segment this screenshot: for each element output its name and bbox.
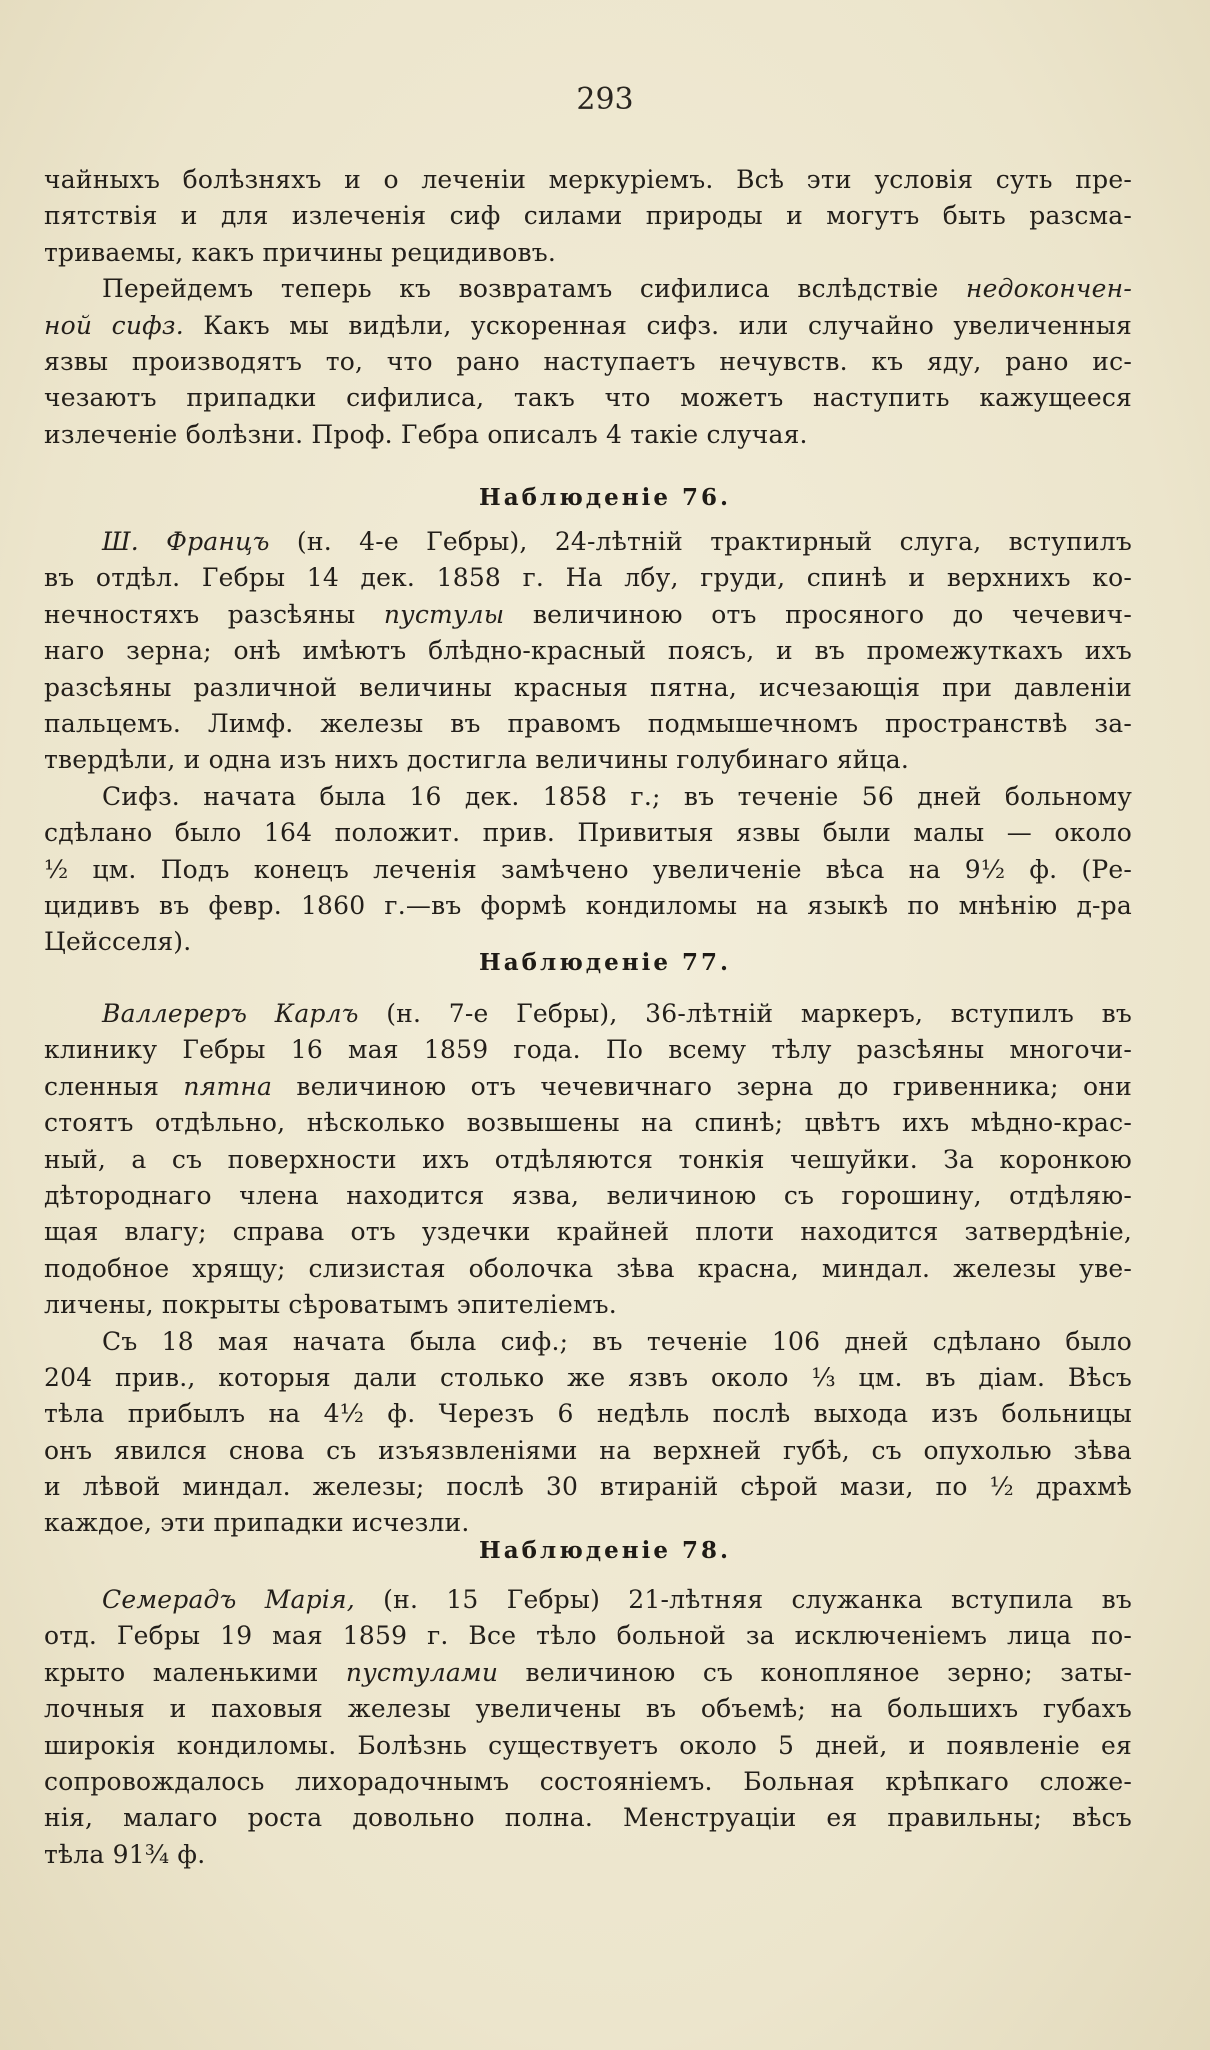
text-line: излеченіе болѣзни. Проф. Гебра описалъ 4 такіе случая.	[44, 419, 808, 449]
patient-name: Ш. Францъ	[102, 527, 270, 556]
text-line: щая влагу; справа отъ уздечки крайней плоти находится затвердѣніе,	[44, 1217, 1132, 1247]
text-line: тѣла прибылъ на 4½ ф. Черезъ 6 недѣль послѣ выхода изъ больницы	[44, 1399, 1132, 1429]
observation-78-heading: Наблюденіе 78.	[479, 1537, 731, 1564]
observation-77-heading: Наблюденіе 77.	[479, 949, 731, 976]
text-line: отд. Гебры 19 мая 1859 г. Все тѣло больной за исключеніемъ лица по-	[44, 1621, 1132, 1651]
text-line: сдѣлано было 164 положит. прив. Привитыя язвы были малы — около	[44, 818, 1132, 848]
emphasis: недокончен-	[965, 274, 1132, 304]
text-line: чайныхъ болѣзняхъ и о леченіи меркуріемъ. Всѣ эти условія суть пре-	[44, 165, 1132, 194]
text-line: въ отдѣл. Гебры 14 дек. 1858 г. На лбу, груди, спинѣ и верхнихъ ко-	[44, 563, 1132, 593]
intro-paragraph	[44, 162, 1132, 453]
text-line: крыто маленькими пустулами величиною съ конопляное зерно; заты-	[44, 1657, 1132, 1687]
text-line: твердѣли, и одна изъ нихъ достигла величины голубинаго яйца.	[44, 745, 909, 775]
text-line: триваемы, какъ причины рецидивовъ.	[44, 237, 556, 267]
text-line: сопровождалось лихорадочнымъ состояніемъ. Больная крѣпкаго сложе-	[44, 1766, 1132, 1796]
text-line: подобное хрящу; слизистая оболочка зѣва красна, миндал. железы уве-	[44, 1253, 1132, 1283]
text-line: нія, малаго роста довольно полна. Менструаціи ея правильны; вѣсъ	[44, 1803, 1132, 1833]
text-line: личены, покрыты сѣроватымъ эпителіемъ.	[44, 1290, 617, 1320]
emphasis: ной сифз.	[44, 310, 184, 340]
text-line: лочныя и паховыя железы увеличены въ объемѣ; на большихъ губахъ	[44, 1694, 1132, 1724]
text-line: цидивъ въ февр. 1860 г.—въ формѣ кондиломы на языкѣ по мнѣнію д-ра	[44, 890, 1132, 920]
text-line: 204 прив., которыя дали столько же язвъ около ⅓ цм. въ діам. Вѣсъ	[44, 1362, 1132, 1392]
text-line: стоятъ отдѣльно, нѣсколько возвышены на спинѣ; цвѣтъ ихъ мѣдно-крас-	[44, 1108, 1132, 1138]
text-line: каждое, эти припадки исчезли.	[44, 1508, 470, 1538]
text-line: сленныя пятна величиною отъ чечевичнаго зерна до гривенника; они	[44, 1071, 1132, 1101]
text-line: широкія кондиломы. Болѣзнь существуетъ около 5 дней, и появленіе ея	[44, 1730, 1132, 1760]
text-line: пятствія и для излеченія сиф силами природы и могутъ быть разсма-	[44, 201, 1132, 231]
text-line: Цейсселя).	[44, 927, 192, 957]
patient-name: Валлереръ Карлъ	[102, 999, 359, 1028]
text-line: Сифз. начата была 16 дек. 1858 г.; въ теченіе 56 дней больному	[102, 781, 1132, 811]
text-line: ной сифз. Какъ мы видѣли, ускоренная сифз. или случайно увеличенныя	[44, 310, 1132, 340]
text-line: ный, а съ поверхности ихъ отдѣляются тонкія чешуйки. За коронкою	[44, 1144, 1132, 1174]
emphasis: пятна	[183, 1071, 273, 1101]
emphasis: пустулы	[383, 599, 505, 629]
text-line: тѣла 91¾ ф.	[44, 1839, 206, 1869]
emphasis: пустулами	[345, 1657, 499, 1687]
text-line: наго зерна; онѣ имѣютъ блѣдно-красный поясъ, и въ промежуткахъ ихъ	[44, 636, 1132, 666]
text-line: и лѣвой миндал. железы; послѣ 30 втираній сѣрой мази, по ½ драхмѣ	[44, 1472, 1132, 1502]
text-line: клинику Гебры 16 мая 1859 года. По всему тѣлу разсѣяны многочи-	[44, 1035, 1132, 1065]
text-line: нечностяхъ разсѣяны пустулы величиною отъ просяного до чечевич-	[44, 599, 1132, 629]
patient-name: Семерадъ Марія,	[102, 1585, 355, 1614]
text-line: пальцемъ. Лимф. железы въ правомъ подмышечномъ пространствѣ за-	[44, 708, 1132, 738]
text-line: Перейдемъ теперь къ возвратамъ сифилиса вслѣдствіе недокончен-	[102, 274, 1132, 304]
text-line: Съ 18 мая начата была сиф.; въ теченіе 106 дней сдѣлано было	[102, 1326, 1132, 1356]
text-line: дѣтороднаго члена находится язва, величиною съ горошину, отдѣляю-	[44, 1180, 1132, 1210]
observation-76-heading: Наблюденіе 76.	[479, 484, 731, 511]
observation-77-body	[44, 996, 1132, 1542]
observation-76-body	[44, 524, 1132, 961]
text-line: онъ явился снова съ изъязвленіями на верхней губѣ, съ опухолью зѣва	[44, 1435, 1132, 1465]
observation-78-body	[44, 1582, 1132, 1873]
text-line: чезаютъ припадки сифилиса, такъ что можетъ наступить кажущееся	[44, 383, 1132, 413]
page-number: 293	[576, 82, 634, 117]
text-line: Ш. Францъ (н. 4-е Гебры), 24-лѣтній трактирный слуга, вступилъ	[102, 527, 1132, 556]
text-line: Семерадъ Марія, (н. 15 Гебры) 21-лѣтняя служанка вступила въ	[102, 1585, 1132, 1614]
text-line: язвы производятъ то, что рано наступаетъ нечувств. къ яду, рано ис-	[44, 346, 1132, 376]
text-line: разсѣяны различной величины красныя пятна, исчезающія при давленіи	[44, 672, 1132, 702]
text-line: ½ цм. Подъ конецъ леченія замѣчено увеличеніе вѣса на 9½ ф. (Ре-	[44, 854, 1132, 884]
text-line: Валлереръ Карлъ (н. 7-е Гебры), 36-лѣтній маркеръ, вступилъ въ	[102, 999, 1132, 1028]
